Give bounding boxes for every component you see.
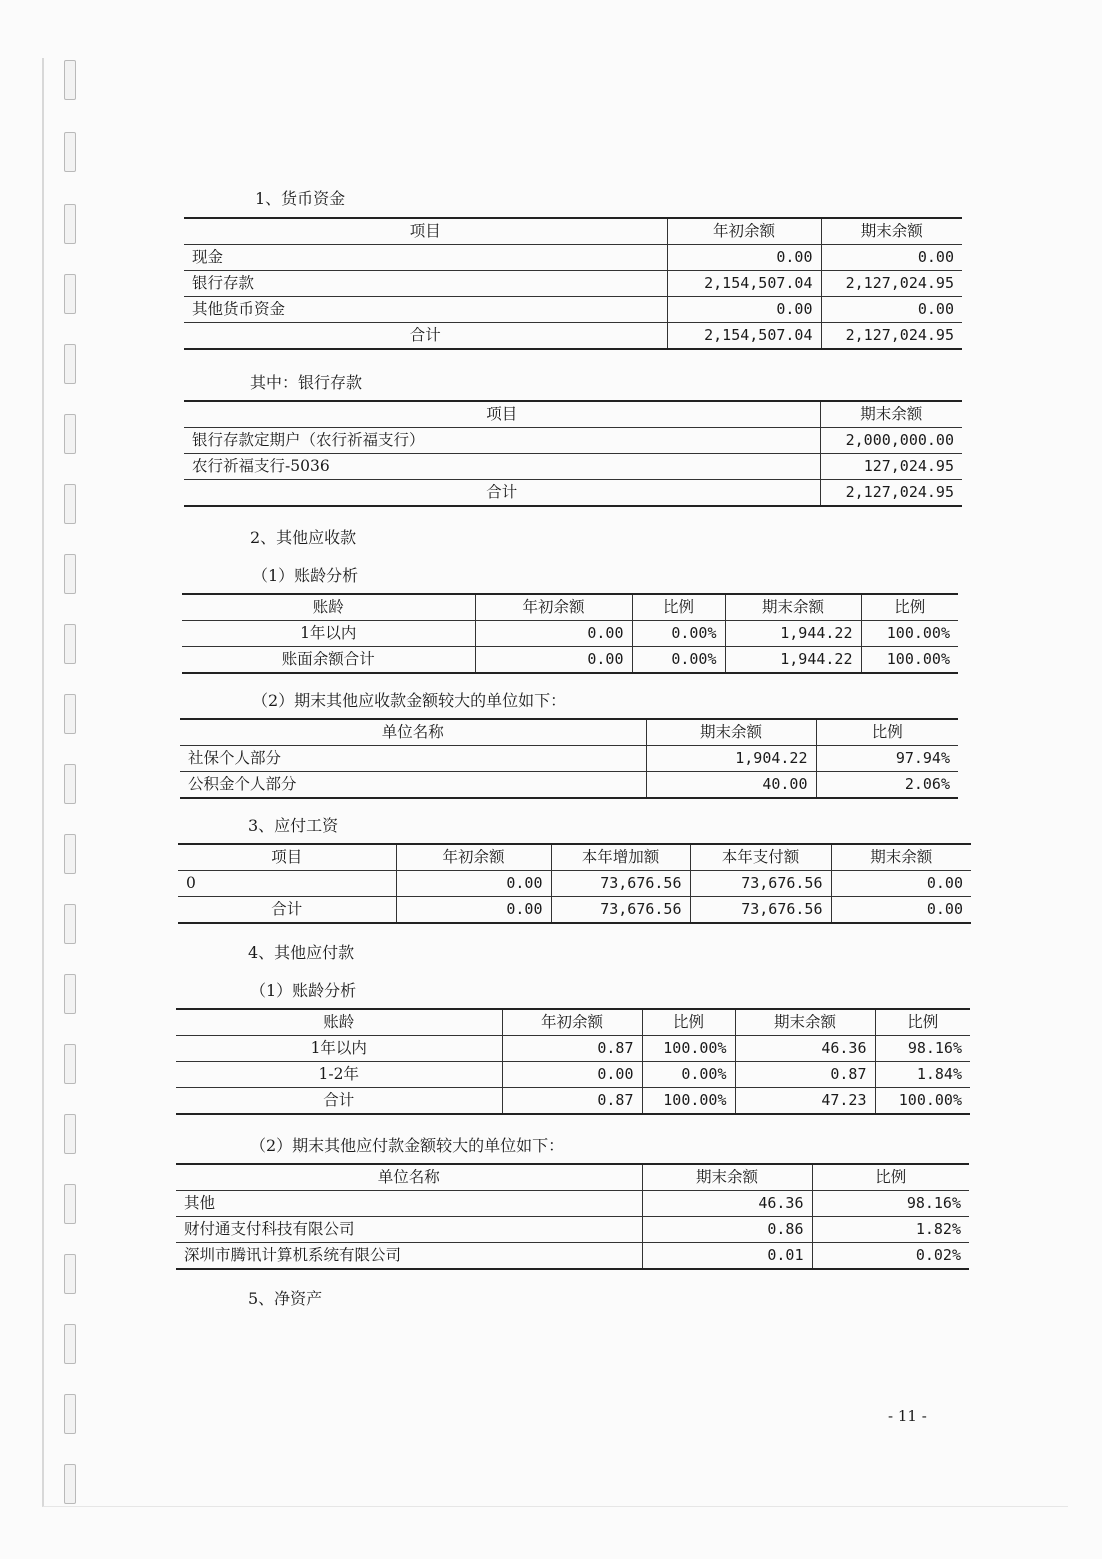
value-cell: 0.00% xyxy=(632,647,725,674)
header-cell: 比例 xyxy=(816,719,958,746)
value-cell: 100.00% xyxy=(861,621,958,647)
value-cell: 1,944.22 xyxy=(725,621,861,647)
binder-hole xyxy=(64,904,76,944)
item-cell: 账面余额合计 xyxy=(182,647,475,674)
table-header xyxy=(176,1164,969,1191)
table-row xyxy=(178,871,971,897)
header-cell: 期末余额 xyxy=(831,844,971,871)
section-5-title: 5、净资产 xyxy=(248,1289,323,1308)
value-cell: 0.00 xyxy=(821,245,962,271)
value-cell: 0.00% xyxy=(642,1062,735,1088)
binder-hole xyxy=(64,1464,76,1504)
value-cell: 0.00 xyxy=(502,1062,642,1088)
header-cell: 期末余额 xyxy=(821,218,962,245)
value-cell: 73,676.56 xyxy=(690,897,831,924)
header-cell: 比例 xyxy=(875,1009,970,1036)
value-cell: 100.00% xyxy=(642,1088,735,1115)
value-cell: 2,127,024.95 xyxy=(820,480,962,507)
header-cell: 本年增加额 xyxy=(551,844,690,871)
value-cell: 100.00% xyxy=(642,1036,735,1062)
table-row xyxy=(184,297,962,323)
binder-hole xyxy=(64,1324,76,1364)
table-row xyxy=(180,746,958,772)
bank-deposit-title: 其中：银行存款 xyxy=(250,373,363,392)
item-cell: 银行存款定期户（农行祈福支行） xyxy=(184,428,820,454)
receivable-aging-table xyxy=(182,593,958,674)
binder-hole xyxy=(64,974,76,1014)
table-header xyxy=(180,719,958,746)
binder-hole xyxy=(64,1394,76,1434)
value-cell: 2,154,507.04 xyxy=(667,271,821,297)
binder-hole xyxy=(64,1114,76,1154)
binder-hole xyxy=(64,1254,76,1294)
total-row xyxy=(176,1088,970,1115)
value-cell: 0.87 xyxy=(502,1088,642,1115)
value-cell: 127,024.95 xyxy=(820,454,962,480)
item-cell: 其他 xyxy=(176,1191,642,1217)
section-4-title: 4、其他应付款 xyxy=(248,943,355,962)
item-cell: 其他货币资金 xyxy=(184,297,667,323)
binder-hole xyxy=(64,624,76,664)
header-cell: 期末余额 xyxy=(646,719,816,746)
header-cell: 期末余额 xyxy=(735,1009,875,1036)
value-cell: 1.84% xyxy=(875,1062,970,1088)
table-row xyxy=(184,454,962,480)
payroll-table xyxy=(178,843,971,924)
binder-hole xyxy=(64,1044,76,1084)
header-cell: 年初余额 xyxy=(502,1009,642,1036)
item-cell: 0 xyxy=(178,871,396,897)
header-cell: 账龄 xyxy=(182,594,475,621)
binder-hole xyxy=(64,132,76,172)
header-cell: 年初余额 xyxy=(396,844,551,871)
cash-table xyxy=(184,217,962,350)
binder-hole xyxy=(64,60,76,100)
table-row xyxy=(184,428,962,454)
table-header xyxy=(182,594,958,621)
item-cell: 1-2年 xyxy=(176,1062,502,1088)
table-row xyxy=(176,1191,969,1217)
value-cell: 46.36 xyxy=(735,1036,875,1062)
item-cell: 现金 xyxy=(184,245,667,271)
binder-hole xyxy=(64,274,76,314)
value-cell: 47.23 xyxy=(735,1088,875,1115)
bank-deposit-table xyxy=(184,400,962,507)
value-cell: 73,676.56 xyxy=(551,897,690,924)
value-cell: 0.02% xyxy=(812,1243,969,1270)
section-2-subtitle-1: （1）账龄分析 xyxy=(252,566,359,585)
section-2-title: 2、其他应收款 xyxy=(250,528,357,547)
total-row xyxy=(184,480,962,507)
value-cell: 0.00 xyxy=(396,871,551,897)
item-cell: 1年以内 xyxy=(182,621,475,647)
value-cell: 0.87 xyxy=(502,1036,642,1062)
table-row xyxy=(176,1062,970,1088)
header-cell: 项目 xyxy=(184,401,820,428)
section-4-subtitle-1: （1）账龄分析 xyxy=(250,981,357,1000)
item-cell: 社保个人部分 xyxy=(180,746,646,772)
value-cell: 1.82% xyxy=(812,1217,969,1243)
value-cell: 2,154,507.04 xyxy=(667,323,821,350)
total-label: 合计 xyxy=(184,323,667,350)
payable-aging-table xyxy=(176,1008,970,1115)
header-cell: 项目 xyxy=(178,844,396,871)
value-cell: 0.86 xyxy=(642,1217,812,1243)
header-cell: 本年支付额 xyxy=(690,844,831,871)
item-cell: 深圳市腾讯计算机系统有限公司 xyxy=(176,1243,642,1270)
binder-hole xyxy=(64,694,76,734)
value-cell: 98.16% xyxy=(812,1191,969,1217)
table-row xyxy=(176,1036,970,1062)
section-2-subtitle-2: （2）期末其他应收款金额较大的单位如下： xyxy=(252,691,567,710)
item-cell: 农行祈福支行-5036 xyxy=(184,454,820,480)
header-cell: 年初余额 xyxy=(667,218,821,245)
header-cell: 期末余额 xyxy=(725,594,861,621)
value-cell: 0.00 xyxy=(667,297,821,323)
header-cell: 比例 xyxy=(861,594,958,621)
value-cell: 100.00% xyxy=(861,647,958,674)
table-row xyxy=(176,1243,969,1270)
binder-hole xyxy=(64,414,76,454)
value-cell: 0.00 xyxy=(475,621,632,647)
value-cell: 0.00 xyxy=(821,297,962,323)
total-label: 合计 xyxy=(176,1088,502,1115)
binder-hole xyxy=(64,554,76,594)
value-cell: 1,904.22 xyxy=(646,746,816,772)
item-cell: 银行存款 xyxy=(184,271,667,297)
value-cell: 73,676.56 xyxy=(690,871,831,897)
table-row xyxy=(184,271,962,297)
binder-hole xyxy=(64,204,76,244)
header-cell: 比例 xyxy=(812,1164,969,1191)
header-cell: 年初余额 xyxy=(475,594,632,621)
table-header xyxy=(176,1009,970,1036)
header-cell: 单位名称 xyxy=(176,1164,642,1191)
item-cell: 财付通支付科技有限公司 xyxy=(176,1217,642,1243)
header-cell: 账龄 xyxy=(176,1009,502,1036)
binder-hole xyxy=(64,1184,76,1224)
header-cell: 项目 xyxy=(184,218,667,245)
value-cell: 2,000,000.00 xyxy=(820,428,962,454)
total-label: 合计 xyxy=(184,480,820,507)
section-3-title: 3、应付工资 xyxy=(248,816,339,835)
value-cell: 0.87 xyxy=(735,1062,875,1088)
total-row xyxy=(184,323,962,350)
page-number: - 11 - xyxy=(888,1407,927,1425)
section-1-title: 1、货币资金 xyxy=(255,189,346,208)
value-cell: 0.00 xyxy=(667,245,821,271)
table-row xyxy=(176,1217,969,1243)
section-4-subtitle-2: （2）期末其他应付款金额较大的单位如下： xyxy=(250,1136,565,1155)
item-cell: 1年以内 xyxy=(176,1036,502,1062)
value-cell: 73,676.56 xyxy=(551,871,690,897)
total-row xyxy=(182,647,958,674)
payable-units-table xyxy=(176,1163,969,1270)
binder-hole xyxy=(64,764,76,804)
total-row xyxy=(178,897,971,924)
table-header xyxy=(184,218,962,245)
value-cell: 0.00 xyxy=(475,647,632,674)
total-label: 合计 xyxy=(178,897,396,924)
table-header xyxy=(184,401,962,428)
item-cell: 公积金个人部分 xyxy=(180,772,646,799)
header-cell: 比例 xyxy=(632,594,725,621)
binder-hole xyxy=(64,344,76,384)
value-cell: 100.00% xyxy=(875,1088,970,1115)
table-row xyxy=(182,621,958,647)
binder-hole xyxy=(64,834,76,874)
value-cell: 0.00 xyxy=(831,897,971,924)
receivable-units-table xyxy=(180,718,958,799)
table-row xyxy=(180,772,958,799)
value-cell: 46.36 xyxy=(642,1191,812,1217)
value-cell: 2.06% xyxy=(816,772,958,799)
binder-hole xyxy=(64,484,76,524)
value-cell: 2,127,024.95 xyxy=(821,323,962,350)
value-cell: 0.00 xyxy=(831,871,971,897)
value-cell: 2,127,024.95 xyxy=(821,271,962,297)
value-cell: 40.00 xyxy=(646,772,816,799)
value-cell: 0.01 xyxy=(642,1243,812,1270)
value-cell: 98.16% xyxy=(875,1036,970,1062)
value-cell: 0.00% xyxy=(632,621,725,647)
value-cell: 1,944.22 xyxy=(725,647,861,674)
header-cell: 比例 xyxy=(642,1009,735,1036)
header-cell: 期末余额 xyxy=(820,401,962,428)
table-header xyxy=(178,844,971,871)
value-cell: 97.94% xyxy=(816,746,958,772)
header-cell: 单位名称 xyxy=(180,719,646,746)
value-cell: 0.00 xyxy=(396,897,551,924)
table-row xyxy=(184,245,962,271)
header-cell: 期末余额 xyxy=(642,1164,812,1191)
